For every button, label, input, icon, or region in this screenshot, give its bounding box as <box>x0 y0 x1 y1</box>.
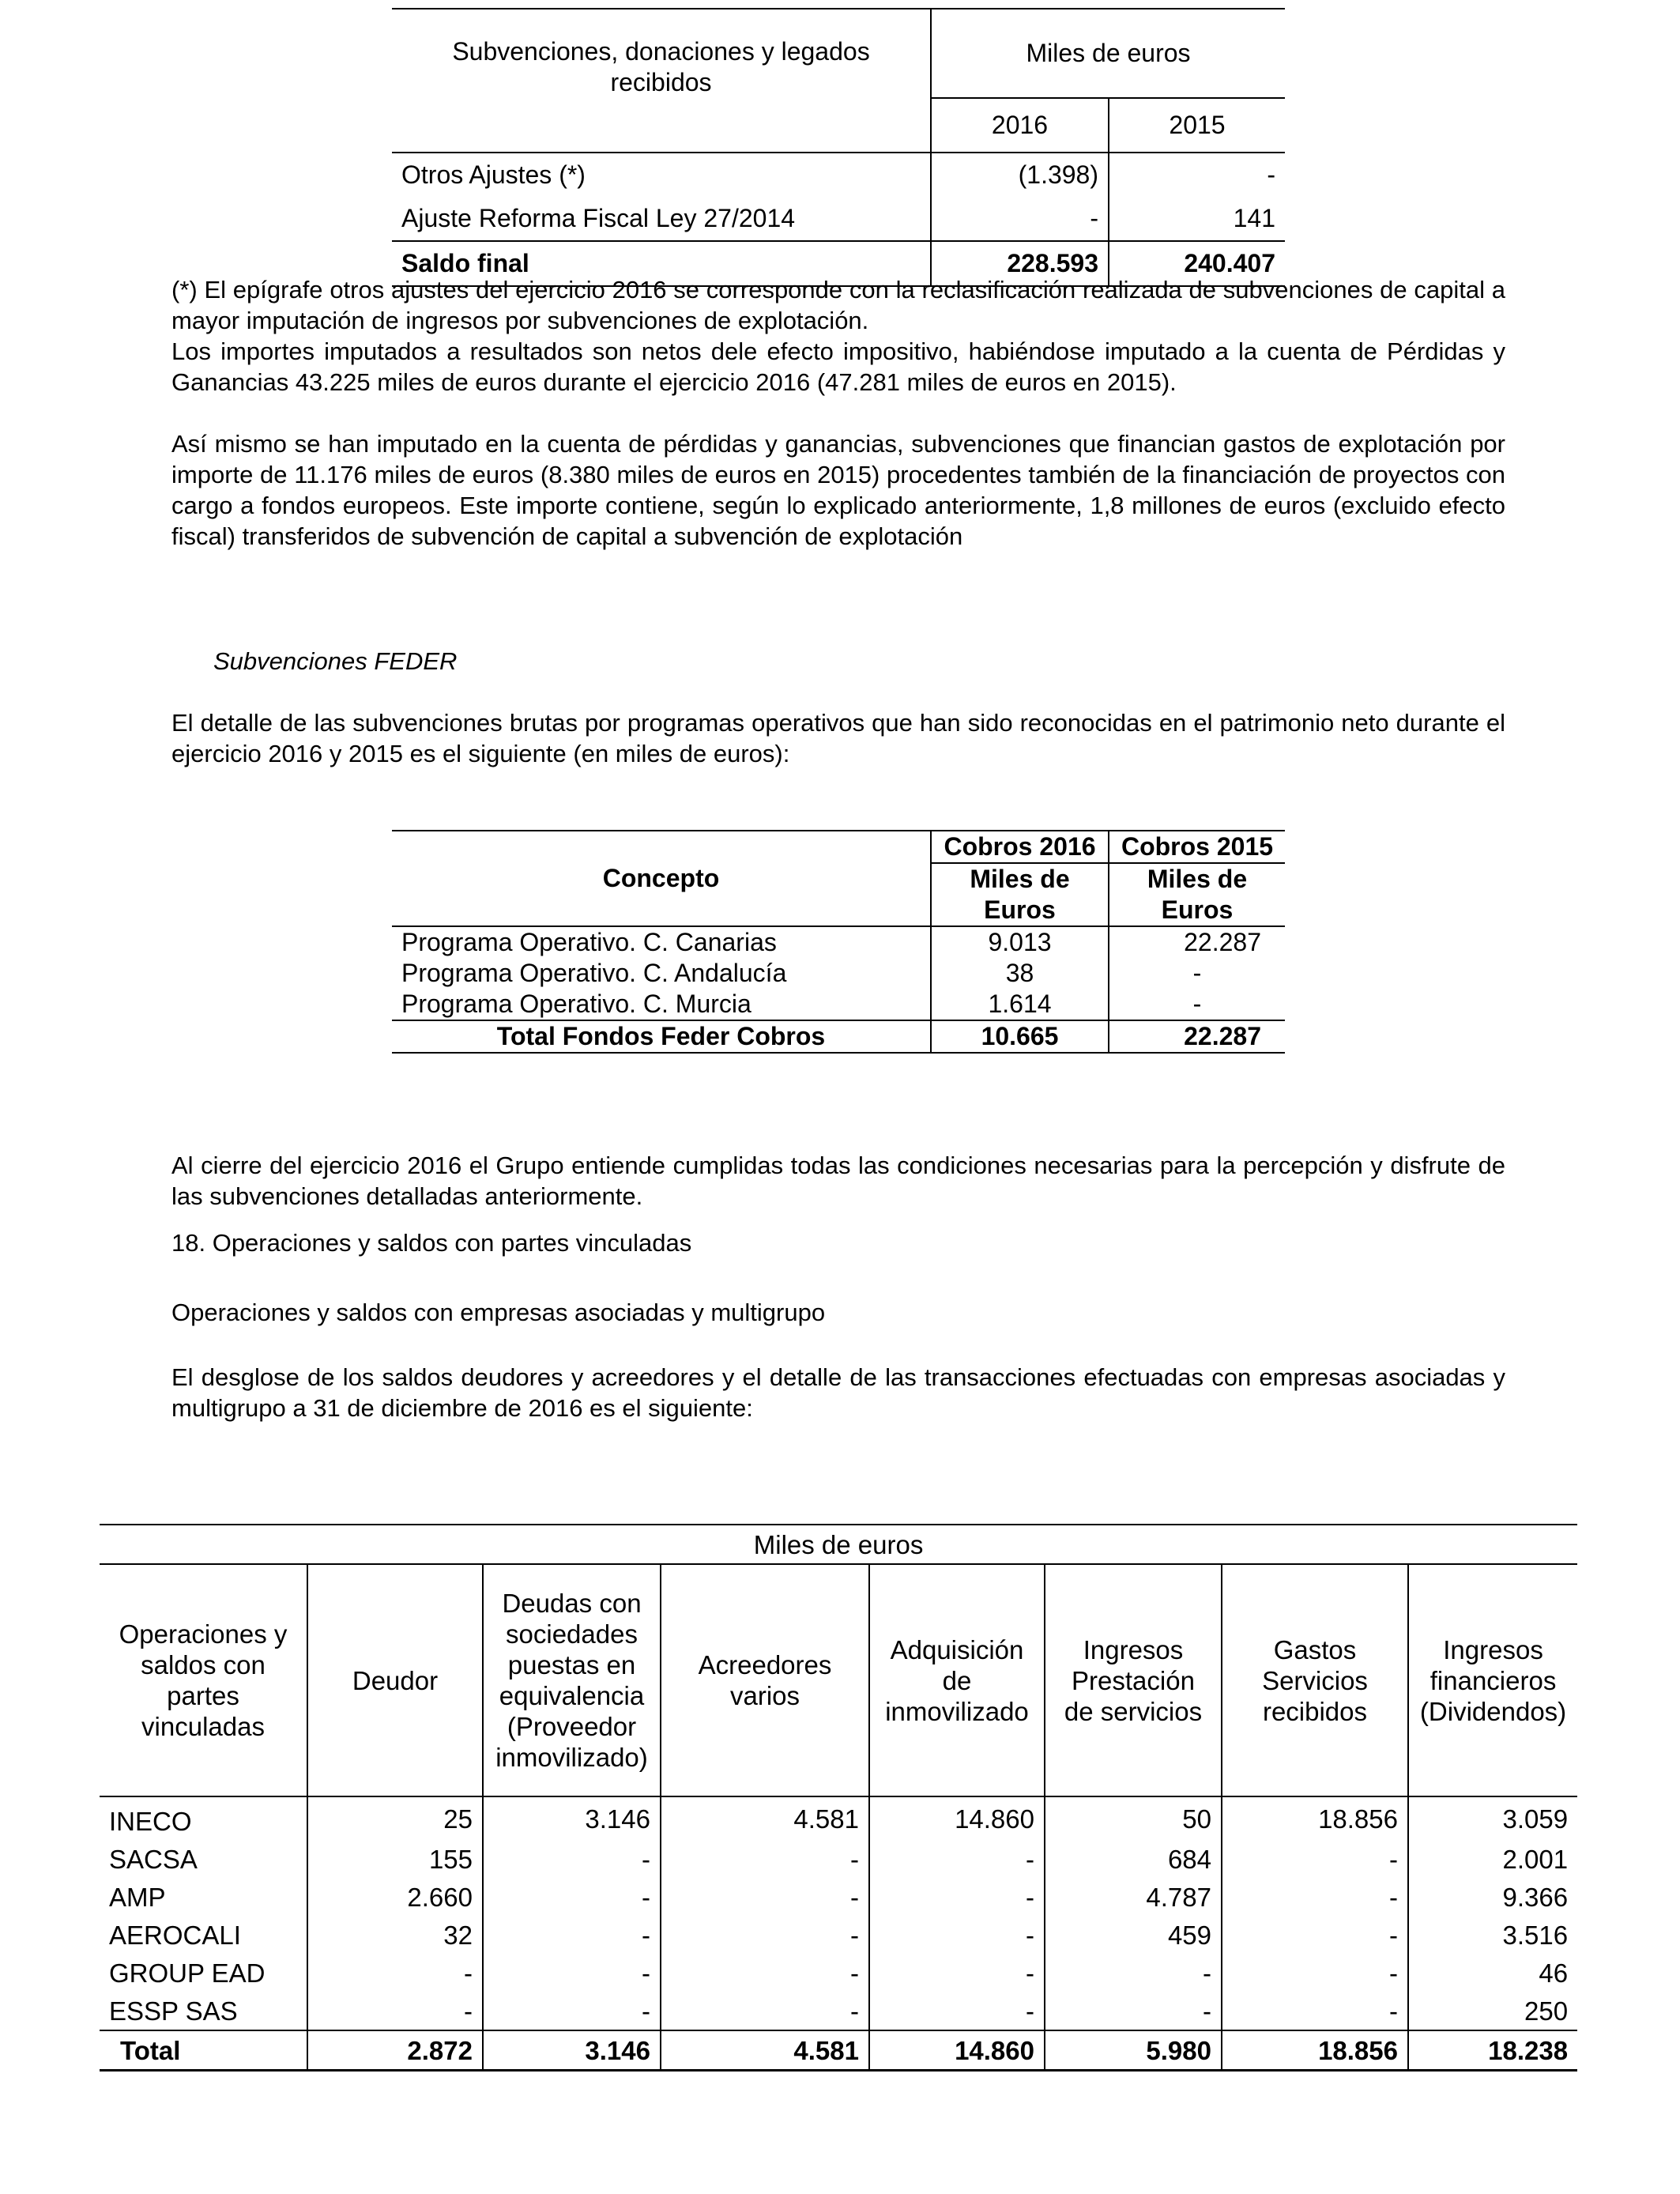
row-label: Otros Ajustes (*) <box>392 153 931 197</box>
cell-value: - <box>869 1878 1045 1916</box>
cell-value: 250 <box>1408 1992 1577 2030</box>
company-name: SACSA <box>109 1844 198 1874</box>
row-value-2015: - <box>1267 160 1275 189</box>
cell-value: - <box>1222 1992 1408 2030</box>
paragraph-explotacion <box>171 428 1505 552</box>
cell-value: - <box>483 1992 661 2030</box>
row-value-2016: 1.614 <box>931 989 1109 1020</box>
table3-header-1: Deudor <box>307 1564 483 1796</box>
company-name: Total <box>120 2035 181 2065</box>
row-value-2016: 38 <box>931 958 1109 989</box>
row-label: Programa Operativo. C. Murcia <box>392 989 931 1020</box>
subvenciones-table <box>392 8 1285 287</box>
table3-header-7: Ingresos financieros (Dividendos) <box>1408 1564 1577 1796</box>
table2-header-concept: Concepto <box>392 831 931 926</box>
partes-vinculadas-table <box>100 1524 1577 2071</box>
row-label: Ajuste Reforma Fiscal Ley 27/2014 <box>392 197 931 241</box>
cell-value: 4.787 <box>1045 1878 1222 1916</box>
total-value-2016: 10.665 <box>931 1020 1109 1053</box>
cell-value: 459 <box>1045 1916 1222 1954</box>
table-row <box>100 1796 1577 1840</box>
cell-value: - <box>483 1878 661 1916</box>
table3-header-2: Deudas con sociedades puestas en equivalencia (Proveedor inmovilizado) <box>483 1564 661 1796</box>
paragraph-desglose-text: El desglose de los saldos deudores y acreedores y el detalle de las transacciones efectuadas con empresas asociadas y multigrupo a 31 de diciembre de 2016 es el siguiente: <box>171 1363 1505 1422</box>
cell-value: 46 <box>1408 1954 1577 1992</box>
cell-value: 155 <box>307 1840 483 1878</box>
cell-value: - <box>661 1916 869 1954</box>
company-name: AMP <box>109 1882 166 1912</box>
subheading-asociadas: Operaciones y saldos con empresas asociadas y multigrupo <box>171 1299 826 1326</box>
table2-col2-unit: Miles de Euros <box>1147 865 1248 924</box>
table3-header-unit: Miles de euros <box>753 1529 924 1559</box>
cell-value: 32 <box>307 1916 483 1954</box>
total-value-2015: 240.407 <box>1184 249 1275 277</box>
cell-value: - <box>1222 1954 1408 1992</box>
cell-value: 25 <box>307 1796 483 1840</box>
cell-value: 3.059 <box>1408 1796 1577 1840</box>
table1-header-concept: Subvenciones, donaciones y legados recibidos <box>392 9 931 153</box>
cell-value: - <box>869 1992 1045 2030</box>
cell-value: 4.581 <box>661 1796 869 1840</box>
cell-value: - <box>661 1954 869 1992</box>
total-value-2016: 228.593 <box>931 241 1109 286</box>
table2-col2-title: Cobros 2015 <box>1109 831 1285 863</box>
row-label: Programa Operativo. C. Canarias <box>392 926 931 958</box>
cell-value: - <box>661 1992 869 2030</box>
paragraph-feder-text: El detalle de las subvenciones brutas por programas operativos que han sido reconocidas en el patrimonio neto durante el ejercicio 2016 y 2015 es el siguiente (en miles de euros): <box>171 709 1505 767</box>
cell-value: - <box>307 1992 483 2030</box>
cell-value: 18.856 <box>1222 1796 1408 1840</box>
table3-header-3: Acreedores varios <box>661 1564 869 1796</box>
section-heading-18: 18. Operaciones y saldos con partes vinculadas <box>171 1229 692 1257</box>
cell-value: - <box>869 1954 1045 1992</box>
total-label: Saldo final <box>392 241 931 286</box>
cell-value: - <box>869 1916 1045 1954</box>
table3-header-6: Gastos Servicios recibidos <box>1222 1564 1408 1796</box>
cell-value: - <box>1222 1878 1408 1916</box>
cell-value: 9.366 <box>1408 1878 1577 1916</box>
row-value-2015: - <box>1192 959 1202 987</box>
cell-value: 18.856 <box>1222 2030 1408 2071</box>
cell-value: - <box>661 1840 869 1878</box>
table1-year-2015: 2015 <box>1169 110 1226 139</box>
table-row <box>100 1992 1577 2030</box>
cell-value: 684 <box>1045 1840 1222 1878</box>
cell-value: - <box>483 1840 661 1878</box>
cell-value: 3.146 <box>483 2030 661 2071</box>
cell-value: - <box>1045 1992 1222 2030</box>
total-row <box>392 1020 1285 1053</box>
cell-value: 18.238 <box>1408 2030 1577 2071</box>
company-name: INECO <box>109 1806 192 1836</box>
table2-col1-unit: Miles de Euros <box>931 863 1109 926</box>
cell-value: 14.860 <box>869 2030 1045 2071</box>
row-value-2015: 141 <box>1233 204 1275 232</box>
row-label: Programa Operativo. C. Andalucía <box>392 958 931 989</box>
cell-value: 2.660 <box>307 1878 483 1916</box>
table-row <box>392 989 1285 1020</box>
cell-value: 50 <box>1045 1796 1222 1840</box>
total-row <box>100 2030 1577 2071</box>
cell-value: 4.581 <box>661 2030 869 2071</box>
total-label: Total Fondos Feder Cobros <box>392 1020 931 1053</box>
company-name: ESSP SAS <box>109 1996 238 2026</box>
table1-year-2016: 2016 <box>931 98 1109 153</box>
cell-value: - <box>661 1878 869 1916</box>
row-value-2016: (1.398) <box>931 153 1109 197</box>
table3-header-4: Adquisición de inmovilizado <box>869 1564 1045 1796</box>
cell-value: - <box>483 1916 661 1954</box>
table-row <box>100 1954 1577 1992</box>
table-row <box>392 958 1285 989</box>
cell-value: 3.146 <box>483 1796 661 1840</box>
total-value-2015: 22.287 <box>1184 1022 1261 1050</box>
cell-value: - <box>307 1954 483 1992</box>
cell-value: - <box>1222 1916 1408 1954</box>
table-row <box>392 926 1285 958</box>
row-value-2015: 22.287 <box>1184 928 1261 956</box>
table-row <box>392 153 1285 197</box>
cell-value: - <box>1045 1954 1222 1992</box>
note-text: (*) El epígrafe otros ajustes del ejercicio 2016 se corresponde con la reclasificación realizada de subvenciones de capital a mayor imputación de ingresos por subvenciones de explotación. <box>171 276 1505 334</box>
row-value-2016: 9.013 <box>931 926 1109 958</box>
cell-value: - <box>869 1840 1045 1878</box>
feder-table <box>392 830 1285 1054</box>
cell-value: 14.860 <box>869 1796 1045 1840</box>
table-row <box>100 1878 1577 1916</box>
paragraph-cierre-text: Al cierre del ejercicio 2016 el Grupo entiende cumplidas todas las condiciones necesarias para la percepción y disfrute de las subvenciones detalladas anteriormente. <box>171 1152 1505 1210</box>
paragraph-desglose <box>171 1362 1505 1423</box>
table2-col1-title: Cobros 2016 <box>931 831 1109 863</box>
paragraph-cierre <box>171 1150 1505 1212</box>
row-value-2016: - <box>931 197 1109 241</box>
cell-value: - <box>483 1954 661 1992</box>
paragraph-explotacion-text: Así mismo se han imputado en la cuenta de pérdidas y ganancias, subvenciones que financian gastos de explotación por importe de 11.176 miles de euros (8.380 miles de euros en 2015) procedentes también de la financiación de proyectos con cargo a fondos europeos. Este importe contiene, según lo explicado anteriormente, 1,8 millones de euros (excluido efecto fiscal) transferidos de subvención de capital a subvención de explotación <box>171 430 1505 550</box>
company-name: AEROCALI <box>109 1920 241 1950</box>
paragraph-feder <box>171 707 1505 769</box>
cell-value: 2.872 <box>307 2030 483 2071</box>
note-paragraph <box>171 274 1505 398</box>
cell-value: 5.980 <box>1045 2030 1222 2071</box>
cell-value: - <box>1222 1840 1408 1878</box>
table-row <box>392 197 1285 241</box>
table1-header-unit: Miles de euros <box>931 9 1285 98</box>
table-row <box>100 1916 1577 1954</box>
cell-value: 2.001 <box>1408 1840 1577 1878</box>
table-row <box>100 1840 1577 1878</box>
table3-header-0: Operaciones y saldos con partes vinculadas <box>119 1619 288 1741</box>
row-value-2015: - <box>1192 990 1202 1018</box>
company-name: GROUP EAD <box>109 1958 266 1988</box>
section-feder-title: Subvenciones FEDER <box>213 647 458 675</box>
paragraph-imputados: Los importes imputados a resultados son netos dele efecto impositivo, habiéndose imputado a la cuenta de Pérdidas y Ganancias 43.225 miles de euros durante el ejercicio 2016 (47.281 miles de euros en 2015). <box>171 337 1505 396</box>
cell-value: 3.516 <box>1408 1916 1577 1954</box>
table3-header-5: Ingresos Prestación de servicios <box>1045 1564 1222 1796</box>
